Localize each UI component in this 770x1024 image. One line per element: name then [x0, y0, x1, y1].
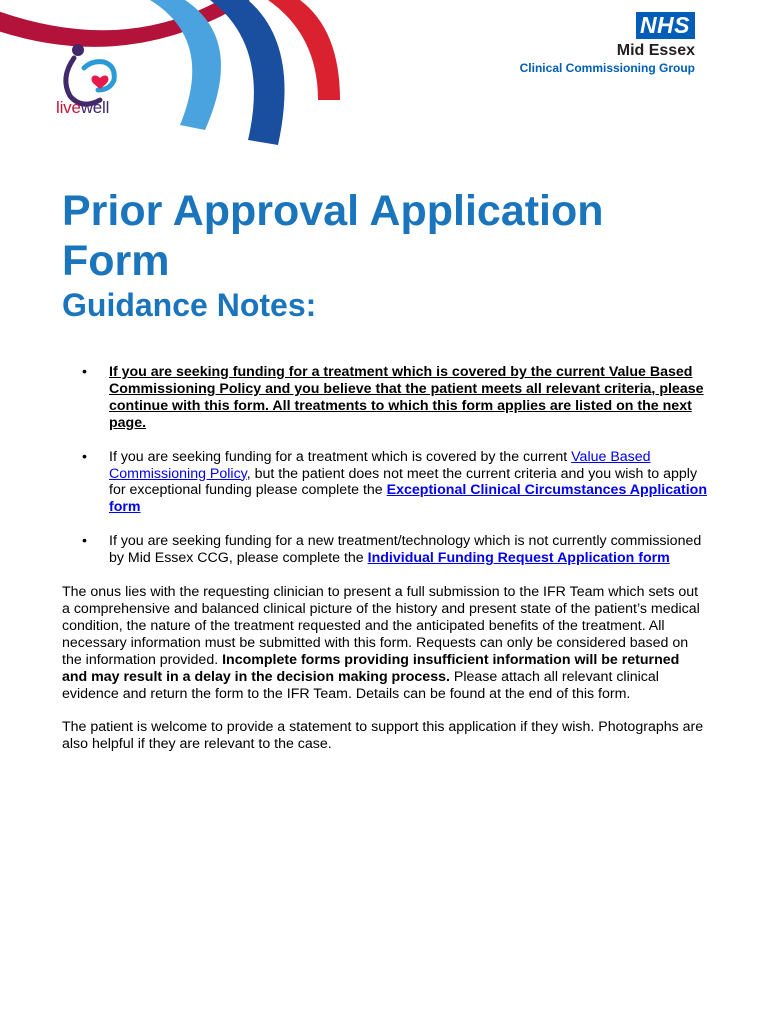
bullet-2-text-a: If you are seeking funding for a treatment which is covered by the current: [109, 448, 572, 465]
bullet-2-text-b: , but the patient does not meet the current criteria and you wish to apply for exceptional funding please complete the: [109, 465, 698, 499]
onus-bold-warning: Incomplete forms providing insufficient information will be returned and may result in a delay in the decision making process.: [62, 651, 680, 685]
livewell-wordmark: [56, 98, 109, 118]
patient-statement-paragraph: The patient is welcome to provide a statement to support this application if they wish. Photographs are also helpful if they are relevant to the case.: [62, 719, 704, 753]
individual-funding-request-form-link[interactable]: Individual Funding Request Application form: [367, 550, 670, 567]
livewell-well-text: well: [80, 98, 110, 117]
onus-paragraph: [62, 584, 708, 702]
onus-text-a: The onus lies with the requesting clinician to present a full submission to the IFR Team which sets out a comprehensive and balanced clinical picture of the history and present state of the patient’s medical condition, the nature of the treatment requested and the anticipated benefits of the treatment. All necessary information must be submitted with this form. Requests can only be considered based on the information provided.: [62, 584, 700, 668]
bullet-item-continue: [62, 364, 708, 432]
onus-text-b: Please attach all relevant clinical evidence and return the form to the IFR Team. Details can be found at the end of this form.: [62, 668, 659, 702]
nhs-badge: NHS: [636, 12, 695, 39]
exceptional-circumstances-form-link[interactable]: Exceptional Clinical Circumstances Application form: [109, 482, 707, 516]
org-subtitle: Clinical Commissioning Group: [519, 61, 695, 75]
bullet-item-ifr: [62, 533, 708, 567]
bullet-3-text: If you are seeking funding for a new treatment/technology which is not currently commissioned by Mid Essex CCG, please complete the: [109, 533, 702, 567]
swoosh-dark-blue-arc: [210, 0, 285, 145]
guidance-notes-heading: Guidance Notes:: [62, 287, 317, 323]
livewell-live-text: live: [56, 98, 81, 117]
bullet-dot-icon: •: [82, 364, 87, 380]
guidance-bullet-list: [62, 364, 708, 567]
org-name: Mid Essex: [616, 42, 695, 59]
bullet-dot-icon: •: [82, 533, 87, 550]
page-title: Prior Approval Application Form: [62, 187, 604, 285]
bullet-1-text: If you are seeking funding for a treatment which is covered by the current Value Based Commissioning Policy and you believe that the patient meets all relevant criteria, please continue with this form. All treatments to which this form applies are listed on the next page.: [109, 364, 704, 431]
bullet-dot-icon: •: [82, 448, 87, 465]
nhs-logo-block: [520, 12, 695, 75]
bullet-item-exceptional: [62, 449, 708, 517]
value-based-policy-link[interactable]: Value Based Commissioning Policy: [109, 448, 651, 482]
guidance-content: [62, 364, 708, 770]
